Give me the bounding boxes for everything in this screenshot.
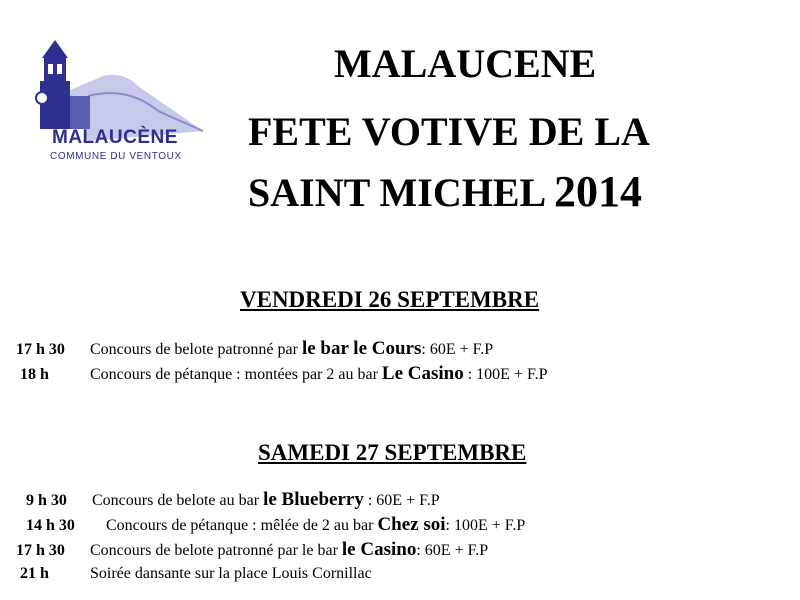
malaucene-logo: [28, 36, 208, 186]
event-row: [20, 364, 548, 385]
event-venue: le Blueberry: [263, 489, 364, 510]
event-description: Soirée dansante sur la place Louis Cornillac: [90, 565, 372, 582]
day-heading-samedi: SAMEDI 27 SEPTEMBRE: [258, 440, 527, 465]
title-fete-votive: FETE VOTIVE DE LA: [248, 109, 650, 154]
event-time: 17 h 30: [16, 542, 65, 559]
event-time: 21 h: [20, 565, 49, 582]
event-description: Concours de belote patronné par: [90, 341, 302, 358]
event-prize: : 100E + F.P: [445, 517, 526, 534]
event-prize: : 100E + F.P: [463, 366, 548, 383]
bell-tower-icon: [28, 36, 208, 186]
event-venue: le Casino: [341, 539, 417, 560]
event-description: Concours de belote au bar: [92, 492, 264, 509]
title-year: 2014: [554, 167, 643, 216]
event-row: [16, 339, 493, 360]
event-time: 18 h: [20, 366, 49, 383]
event-row: [26, 515, 525, 536]
event-row: [16, 540, 488, 561]
title-saint-michel: [248, 167, 643, 216]
day-heading-vendredi: VENDREDI 26 SEPTEMBRE: [240, 287, 540, 312]
event-time: 17 h 30: [16, 341, 65, 358]
title-town: MALAUCENE: [334, 41, 597, 86]
event-description: Concours de pétanque : mêlée de 2 au bar: [106, 517, 378, 534]
logo-subtitle: COMMUNE DU VENTOUX: [50, 151, 182, 162]
title-saint-michel-text: SAINT MICHEL: [248, 170, 545, 215]
event-row: [26, 490, 440, 511]
event-venue: Le Casino: [381, 363, 464, 384]
event-venue: le bar le Cours: [301, 338, 422, 359]
event-description: Concours de pétanque : montées par 2 au bar: [90, 366, 382, 383]
event-prize: : 60E + F.P: [416, 542, 489, 559]
event-venue: Chez soi: [377, 514, 446, 535]
event-prize: : 60E + F.P: [363, 492, 440, 509]
logo-name: MALAUCÈNE: [52, 127, 178, 148]
event-description: Concours de belote patronné par le bar: [90, 542, 342, 559]
event-prize: : 60E + F.P: [421, 341, 494, 358]
event-time: 14 h 30: [26, 517, 75, 534]
event-row: [20, 564, 372, 584]
event-time: 9 h 30: [26, 492, 67, 509]
